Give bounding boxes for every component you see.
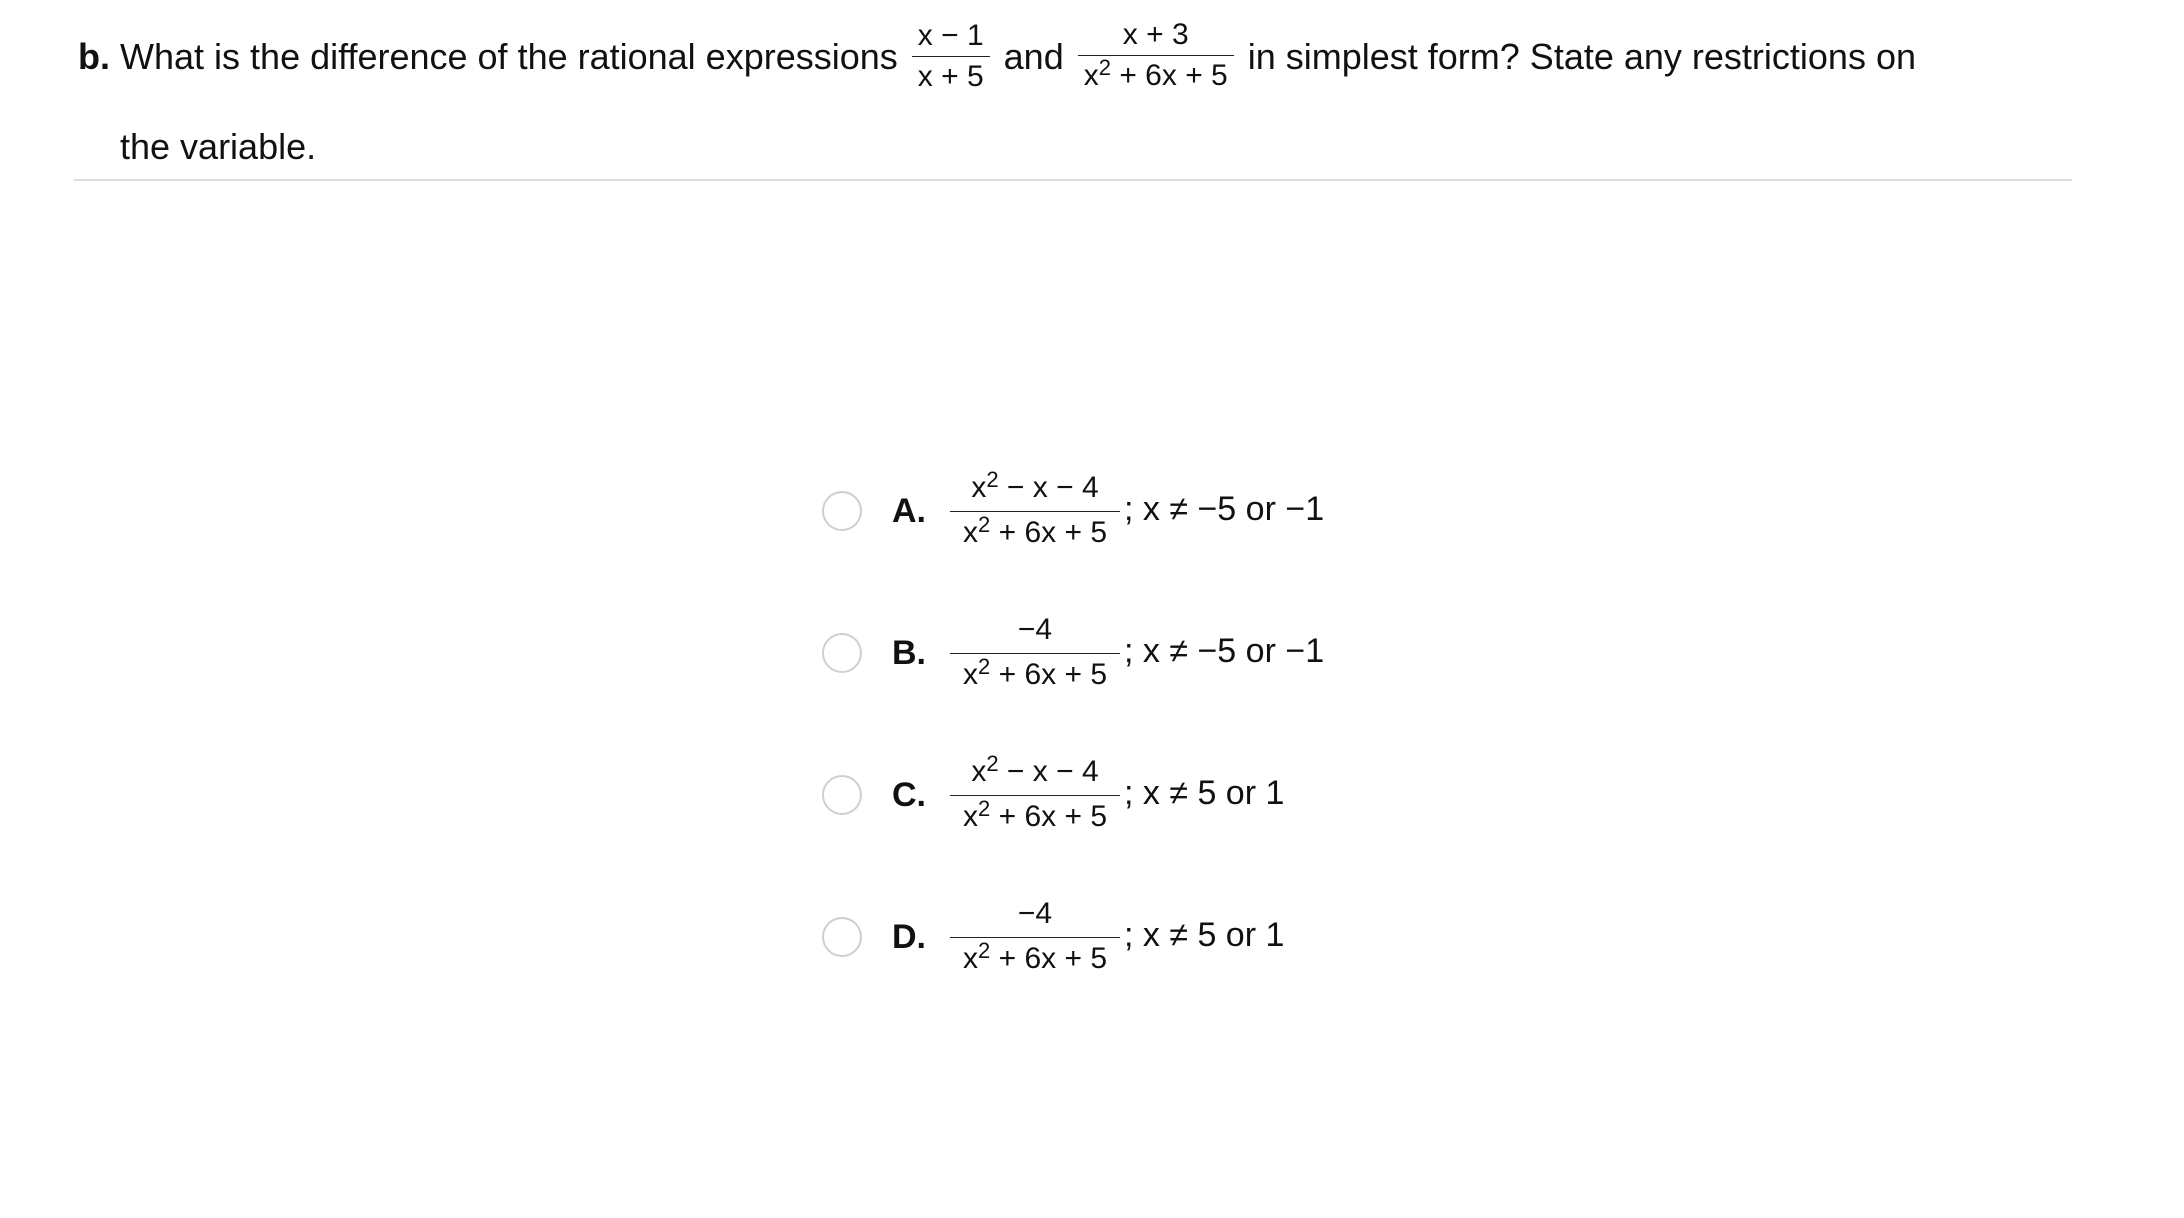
denominator-exponent: 2 bbox=[978, 937, 991, 963]
option-d-fraction bbox=[950, 897, 1120, 978]
numerator-variable: x bbox=[971, 470, 987, 504]
fraction-1-denominator: x + 5 bbox=[917, 60, 984, 93]
option-d-letter: D. bbox=[892, 917, 926, 956]
fraction-bar bbox=[950, 937, 1120, 938]
numerator-plain: −4 bbox=[1017, 612, 1053, 646]
denominator-rest: + 6x + 5 bbox=[1110, 59, 1228, 92]
question-text-after: in simplest form? State any restrictions on bbox=[1247, 35, 1917, 77]
option-b-restriction: ; x ≠ −5 or −1 bbox=[1124, 631, 1325, 670]
fraction-2-numerator: x + 3 bbox=[1122, 18, 1189, 51]
question-connector: and bbox=[1003, 35, 1064, 77]
option-b[interactable] bbox=[822, 582, 1324, 724]
fraction-1 bbox=[912, 19, 990, 94]
question-line-1 bbox=[78, 18, 2078, 95]
fraction-1-numerator: x − 1 bbox=[917, 19, 984, 52]
fraction-2-denominator bbox=[1078, 55, 1234, 95]
denominator-exponent: 2 bbox=[978, 795, 991, 821]
option-c[interactable] bbox=[822, 724, 1324, 866]
denominator-rest: + 6x + 5 bbox=[990, 799, 1107, 833]
option-b-numerator bbox=[1014, 613, 1056, 649]
option-b-radio[interactable] bbox=[822, 633, 862, 673]
denominator-exponent: 2 bbox=[978, 653, 991, 679]
option-a-letter: A. bbox=[892, 491, 926, 530]
denominator-variable: x bbox=[963, 799, 978, 833]
section-divider bbox=[74, 179, 2072, 181]
option-b-denominator bbox=[959, 653, 1111, 694]
option-b-fraction bbox=[950, 613, 1120, 694]
question-text-before-content: What is the difference of the rational expressions bbox=[120, 35, 898, 77]
numerator-rest: − x − 4 bbox=[998, 754, 1099, 788]
answer-options bbox=[822, 440, 1324, 1008]
option-b-letter: B. bbox=[892, 633, 926, 672]
option-c-restriction: ; x ≠ 5 or 1 bbox=[1124, 773, 1285, 812]
option-d-denominator bbox=[959, 937, 1111, 978]
question-line-2: the variable. bbox=[120, 126, 317, 167]
question-text-before bbox=[110, 35, 898, 79]
denominator-exponent: 2 bbox=[978, 511, 991, 537]
option-a-radio[interactable] bbox=[822, 491, 862, 531]
denominator-exponent: 2 bbox=[1098, 55, 1111, 80]
option-c-denominator bbox=[959, 795, 1111, 836]
option-c-fraction bbox=[950, 750, 1120, 836]
denominator-variable: x bbox=[1083, 59, 1099, 92]
option-a-restriction: ; x ≠ −5 or −1 bbox=[1124, 489, 1325, 528]
option-d-radio[interactable] bbox=[822, 917, 862, 957]
option-d-numerator bbox=[1014, 897, 1056, 933]
denominator-variable: x bbox=[963, 515, 978, 549]
option-a-numerator bbox=[967, 466, 1102, 507]
option-c-numerator bbox=[967, 750, 1102, 791]
fraction-bar bbox=[912, 56, 990, 57]
fraction-bar bbox=[950, 795, 1120, 796]
fraction-bar bbox=[950, 653, 1120, 654]
option-d[interactable] bbox=[822, 866, 1324, 1008]
option-a-fraction bbox=[950, 466, 1120, 552]
fraction-bar bbox=[950, 511, 1120, 512]
denominator-rest: + 6x + 5 bbox=[990, 515, 1107, 549]
denominator-rest: + 6x + 5 bbox=[990, 657, 1107, 691]
option-a-denominator bbox=[959, 511, 1111, 552]
denominator-rest: + 6x + 5 bbox=[990, 941, 1107, 975]
option-c-radio[interactable] bbox=[822, 775, 862, 815]
numerator-exponent: 2 bbox=[986, 750, 999, 776]
question-label: b. bbox=[78, 35, 110, 77]
numerator-variable: x bbox=[971, 754, 987, 788]
denominator-variable: x bbox=[963, 657, 978, 691]
denominator-variable: x bbox=[963, 941, 978, 975]
numerator-exponent: 2 bbox=[986, 466, 999, 492]
numerator-rest: − x − 4 bbox=[998, 470, 1099, 504]
option-a[interactable] bbox=[822, 440, 1324, 582]
option-d-restriction: ; x ≠ 5 or 1 bbox=[1124, 915, 1285, 954]
fraction-2 bbox=[1078, 18, 1234, 95]
numerator-plain: −4 bbox=[1017, 896, 1053, 930]
option-c-letter: C. bbox=[892, 775, 926, 814]
question-prompt bbox=[78, 18, 2078, 169]
